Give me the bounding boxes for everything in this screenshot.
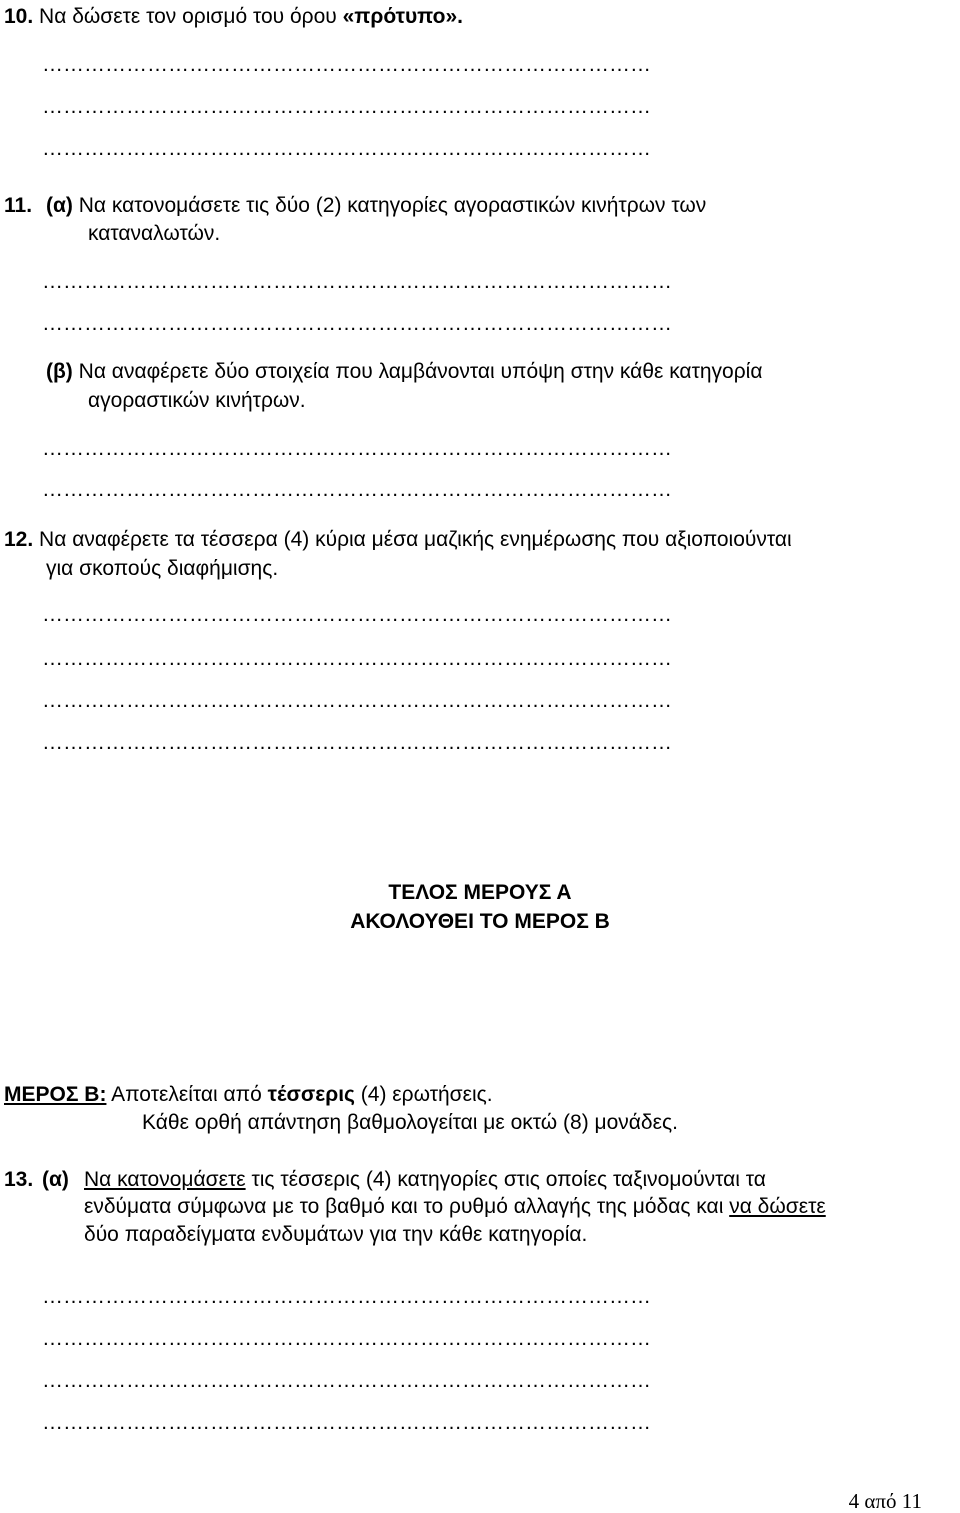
part-label: (α) — [46, 194, 73, 217]
part-b-label: ΜΕΡΟΣ Β: — [4, 1083, 107, 1106]
question-13 — [4, 1167, 33, 1193]
question-number: 13. — [4, 1168, 34, 1191]
part-b-desc: Αποτελείται από — [106, 1083, 268, 1106]
question-text: Να δώσετε τον ορισμό του όρου — [39, 5, 343, 28]
answer-line[interactable]: ……………………………………………………………………………… — [42, 270, 672, 293]
answer-line[interactable]: …………………………………………………………………………… — [42, 1369, 651, 1392]
answer-line[interactable]: ……………………………………………………………………………… — [42, 603, 672, 626]
answer-line[interactable]: …………………………………………………………………………… — [42, 95, 651, 118]
answer-line[interactable]: …………………………………………………………………………… — [42, 1327, 651, 1350]
question-13a-line3: δύο παραδείγματα ενδυμάτων για την κάθε κατηγορία. — [84, 1223, 588, 1246]
instruction-underlined: Να κατονομάσετε — [84, 1168, 246, 1191]
answer-line[interactable]: …………………………………………………………………………… — [42, 53, 651, 76]
question-13a-line2 — [84, 1194, 826, 1220]
end-part-a-heading: ΤΕΛΟΣ ΜΕΡΟΥΣ Α — [388, 881, 572, 904]
question-text: Να αναφέρετε τα τέσσερα (4) κύρια μέσα μαζικής ενημέρωσης που αξιοποιούνται — [39, 528, 792, 551]
answer-line[interactable]: …………………………………………………………………………… — [42, 1411, 651, 1434]
question-text-continued: καταναλωτών. — [88, 222, 221, 245]
question-term: «πρότυπο». — [342, 5, 464, 28]
part-b-desc-bold: τέσσερις — [267, 1083, 355, 1106]
question-11b — [46, 359, 762, 385]
part-label: (α) — [42, 1168, 69, 1191]
question-text-continued: αγοραστικών κινήτρων. — [88, 389, 306, 412]
answer-line[interactable]: …………………………………………………………………………… — [42, 1285, 651, 1308]
part-b-intro — [4, 1082, 493, 1108]
instruction-underlined: να δώσετε — [729, 1195, 826, 1218]
answer-line[interactable]: ……………………………………………………………………………… — [42, 312, 672, 335]
answer-line[interactable]: ……………………………………………………………………………… — [42, 437, 672, 460]
part-b-scoring: Κάθε ορθή απάντηση βαθμολογείται με οκτώ (8) μονάδες. — [142, 1111, 678, 1134]
part-label: (β) — [46, 360, 73, 383]
answer-line[interactable]: ……………………………………………………………………………… — [42, 647, 672, 670]
question-10 — [4, 4, 463, 30]
page-number: 4 από 11 — [848, 1489, 922, 1513]
part-b-desc-end: (4) ερωτήσεις. — [354, 1083, 493, 1106]
answer-line[interactable]: ……………………………………………………………………………… — [42, 478, 672, 501]
question-13a-line1 — [84, 1167, 766, 1193]
question-text: τις τέσσερις (4) κατηγορίες στις οποίες ταξινομούνται τα — [245, 1168, 766, 1191]
answer-line[interactable]: ……………………………………………………………………………… — [42, 689, 672, 712]
question-number: 12. — [4, 528, 34, 551]
question-text-continued: για σκοπούς διαφήμισης. — [46, 557, 279, 580]
answer-line[interactable]: ……………………………………………………………………………… — [42, 731, 672, 754]
question-text: ενδύματα σύμφωνα με το βαθμό και το ρυθμό αλλαγής της μόδας και — [84, 1195, 730, 1218]
question-11a — [46, 193, 706, 219]
question-number: 10. — [4, 5, 34, 28]
question-text: Να αναφέρετε δύο στοιχεία που λαμβάνονται υπόψη στην κάθε κατηγορία — [78, 360, 763, 383]
question-11 — [4, 193, 32, 219]
question-text: Να κατονομάσετε τις δύο (2) κατηγορίες αγοραστικών κινήτρων των — [78, 194, 707, 217]
next-part-heading: ΑΚΟΛΟΥΘΕΙ ΤΟ ΜΕΡΟΣ Β — [350, 910, 610, 933]
question-12 — [4, 527, 792, 553]
question-number: 11. — [4, 194, 33, 217]
answer-line[interactable]: …………………………………………………………………………… — [42, 137, 651, 160]
